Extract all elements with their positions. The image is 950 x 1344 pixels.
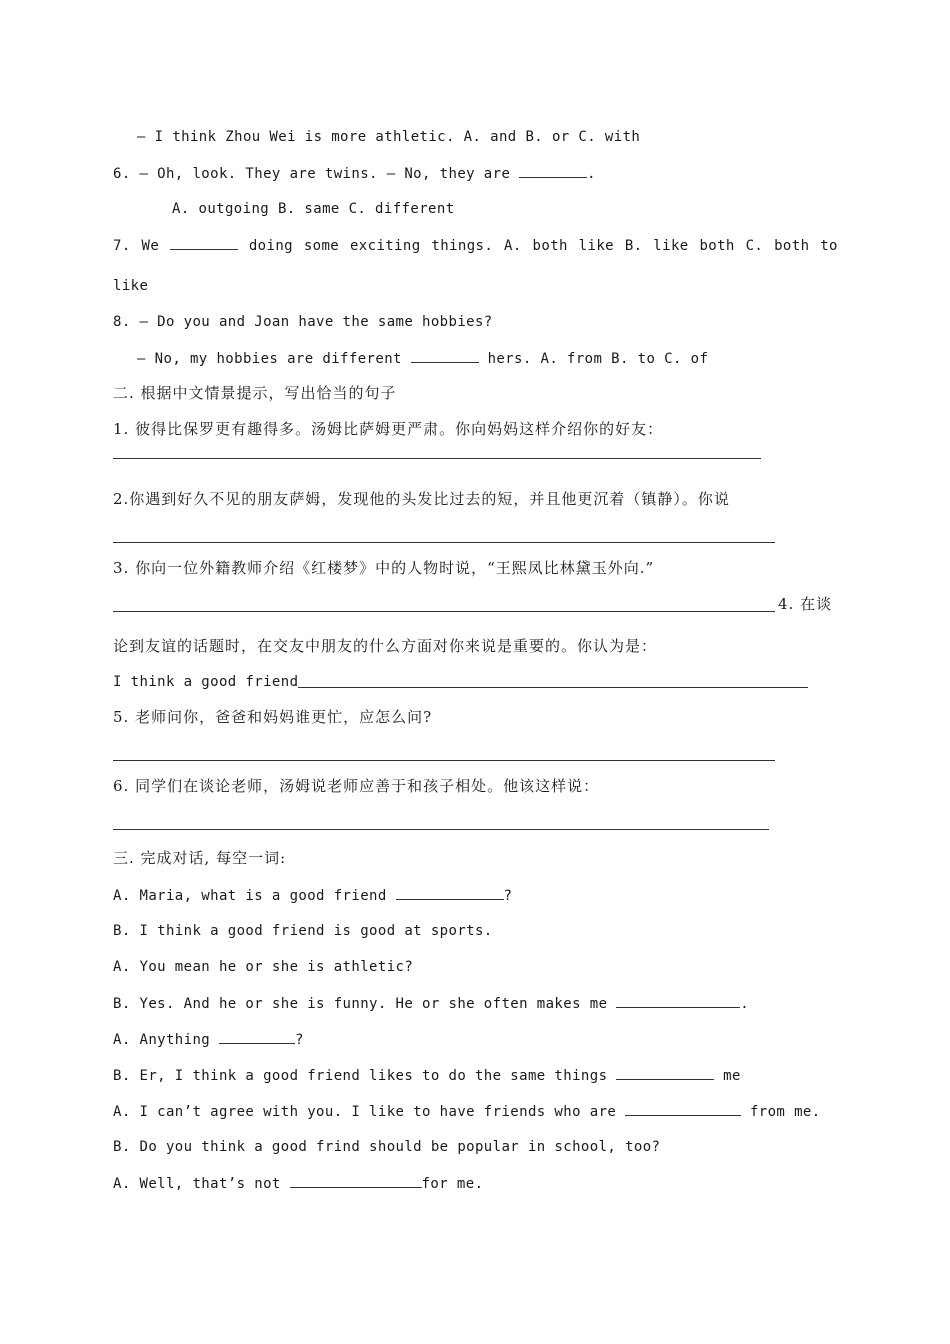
section-2-question-5: 5. 老师问你，爸爸和妈妈谁更忙，应怎么问? [113, 708, 433, 726]
dialogue-line-1 [113, 885, 512, 906]
section-2-question-4: 论到友谊的话题时，在交友中朋友的什么方面对你来说是重要的。你认为是： [113, 637, 658, 655]
dialogue-9-text: A. Well, that’s not [113, 1176, 281, 1192]
question-6-text: 6. — Oh, look. They are twins. — No, they are [113, 166, 511, 182]
dialogue-line-6 [113, 1065, 741, 1086]
dialogue-6-end: me [723, 1068, 741, 1084]
dialogue-line-2: B. I think a good friend is good at sports. [113, 923, 493, 939]
dialogue-line-5 [113, 1029, 304, 1050]
dialogue-1-text: A. Maria, what is a good friend [113, 888, 387, 904]
dialogue-4-end: . [740, 996, 750, 1012]
section-2-question-1: 1. 彼得比保罗更有趣得多。汤姆比萨姆更严肃。你向妈妈这样介绍你的好友： [113, 420, 664, 438]
answer-line-4[interactable] [298, 687, 808, 688]
dialogue-7-blank[interactable] [625, 1101, 741, 1116]
dialogue-9-blank[interactable] [290, 1173, 422, 1188]
question-7-options: doing some exciting things. A. both like B. like both C. both to [248, 238, 838, 254]
dialogue-5-text: A. Anything [113, 1032, 211, 1048]
dialogue-5-end: ? [294, 1032, 304, 1048]
question-7-blank[interactable] [170, 235, 238, 250]
dialogue-7-text: A. I can’t agree with you. I like to have friends who are [113, 1104, 617, 1120]
question-4-answer-prompt: I think a good friend [113, 674, 299, 690]
dialogue-1-blank[interactable] [396, 885, 504, 900]
question-6-end: . [587, 166, 596, 182]
section-2-heading: 二. 根据中文情景提示，写出恰当的句子 [113, 384, 397, 402]
question-8-line2 [137, 348, 708, 369]
answer-line-2[interactable] [113, 542, 775, 543]
question-6-options: A. outgoing B. same C. different [172, 201, 455, 217]
dialogue-7-end: from me. [749, 1104, 821, 1120]
question-8-options: hers. A. from B. to C. of [487, 351, 709, 367]
dialogue-line-8: B. Do you think a good frind should be popular in school, too? [113, 1139, 661, 1155]
question-7-start: 7. We [113, 238, 160, 254]
dialogue-5-blank[interactable] [219, 1029, 295, 1044]
question-7 [113, 235, 838, 256]
question-8-text: — No, my hobbies are different [137, 351, 402, 367]
dialogue-line-3: A. You mean he or she is athletic? [113, 959, 414, 975]
question-7-wrap: like [113, 278, 149, 294]
dialogue-4-blank[interactable] [616, 993, 740, 1008]
section-2-question-6: 6. 同学们在谈论老师，汤姆说老师应善于和孩子相处。他该这样说： [113, 777, 600, 795]
section-2-question-4-start: 4. 在谈 [778, 595, 833, 613]
question-6-blank[interactable] [519, 163, 587, 178]
section-3-heading: 三. 完成对话, 每空一词: [113, 849, 287, 867]
dialogue-line-4 [113, 993, 749, 1014]
answer-line-1[interactable] [113, 458, 761, 459]
dialogue-line-9 [113, 1173, 483, 1194]
dialogue-line-7 [113, 1101, 821, 1122]
dialogue-9-end: for me. [421, 1176, 484, 1192]
question-5-answer-line: — I think Zhou Wei is more athletic. A. and B. or C. with [137, 129, 641, 145]
question-8-blank[interactable] [411, 348, 479, 363]
section-2-question-3: 3. 你向一位外籍教师介绍《红楼梦》中的人物时说，“王熙凤比林黛玉外向.” [113, 559, 655, 577]
section-2-question-2: 2.你遇到好久不见的朋友萨姆，发现他的头发比过去的短，并且他更沉着（镇静）。你说 [113, 490, 730, 508]
dialogue-4-text: B. Yes. And he or she is funny. He or she often makes me [113, 996, 608, 1012]
question-6 [113, 163, 596, 184]
answer-line-5[interactable] [113, 760, 775, 761]
answer-line-3[interactable] [113, 611, 775, 612]
question-8-line1: 8. — Do you and Joan have the same hobbies? [113, 314, 493, 330]
dialogue-6-text: B. Er, I think a good friend likes to do the same things [113, 1068, 608, 1084]
answer-line-6[interactable] [113, 829, 769, 830]
dialogue-1-end: ? [503, 888, 513, 904]
dialogue-6-blank[interactable] [616, 1065, 714, 1080]
